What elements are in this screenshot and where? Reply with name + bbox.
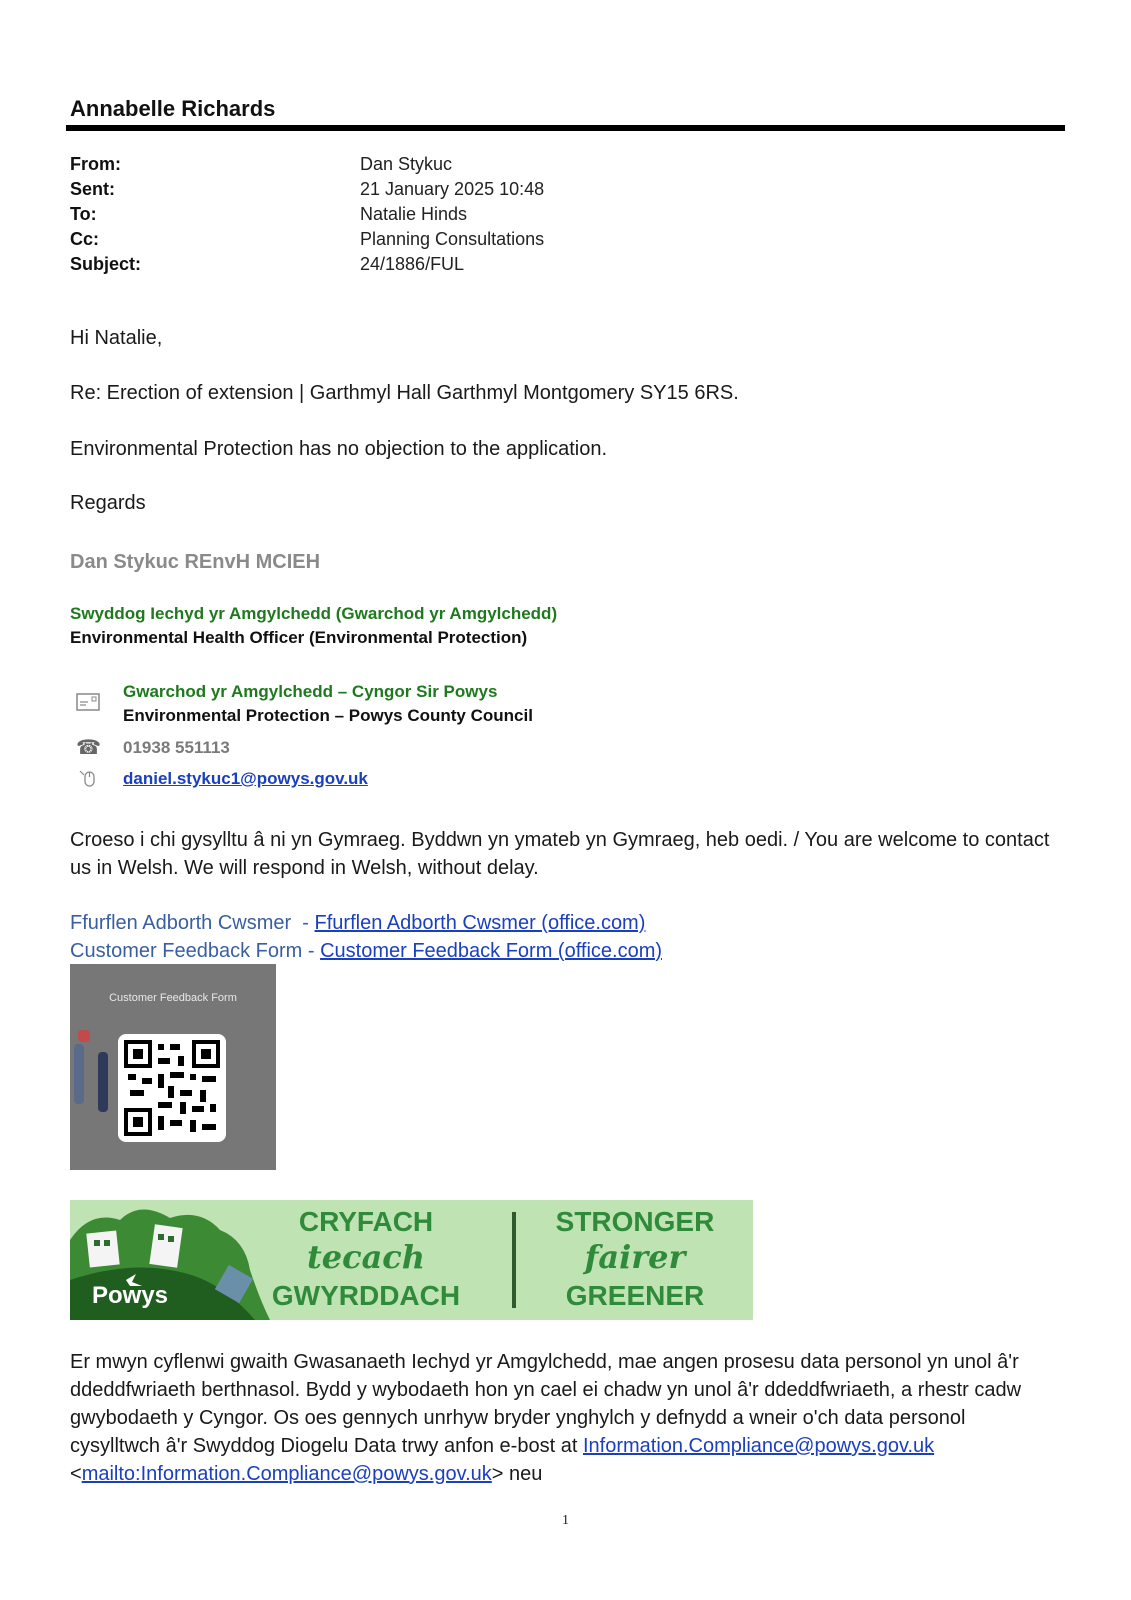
statement: Environmental Protection has no objection to the application. [70,438,608,460]
compliance-mailto-link[interactable]: mailto:Information.Compliance@powys.gov.uk [81,1463,492,1485]
banner-cy-2: tecach [306,1238,426,1276]
banner-en-1: STRONGER [555,1206,715,1237]
header-from [70,152,544,177]
department-welsh: Gwarchod yr Amgylchedd – Cyngor Sir Powys [123,682,498,701]
header-value: Natalie Hinds [360,204,468,224]
feedback-link-english[interactable]: Customer Feedback Form (office.com) [320,940,663,962]
feedback-label: Customer Feedback Form - [70,940,321,962]
angle-open: < [70,1463,82,1485]
powys-banner [70,1200,753,1320]
header-subject [70,252,544,277]
email-headers [70,152,544,277]
header-value: 21 January 2025 10:48 [360,179,545,199]
greeting: Hi Natalie, [70,327,163,349]
job-title-english: Environmental Health Officer (Environmental Protection) [70,628,528,647]
privacy-notice [70,1348,1060,1488]
qr-code [118,1034,226,1142]
email-link[interactable]: daniel.stykuc1@powys.gov.uk [123,769,368,788]
department-english: Environmental Protection – Powys County Council [123,706,533,725]
phone-number: 01938 551113 [123,738,230,757]
header-rule [66,125,1065,131]
banner-en-2: fairer [584,1238,686,1276]
closing: Regards [70,492,146,514]
header-value: 24/1886/FUL [360,254,465,274]
signature-name: Dan Stykuc REnvH MCIEH [70,551,321,573]
mouse-icon [76,768,100,790]
header-label: To: [70,204,97,224]
star-shape [78,1030,90,1042]
header-value: Planning Consultations [360,229,545,249]
header-value: Dan Stykuc [360,154,453,174]
header-to [70,202,544,227]
job-title-welsh: Swyddog Iechyd yr Amgylchedd (Gwarchod yr Amgylchedd) [70,604,558,623]
qr-title: Customer Feedback Form [109,992,237,1004]
header-label: Cc: [70,229,100,249]
banner-cy-3: GWYRDDACH [271,1280,461,1311]
feedback-qr-image[interactable] [70,964,276,1170]
person-figure [74,1044,84,1104]
privacy-text: Er mwyn cyflenwi gwaith Gwasanaeth Iechyd yr Amgylchedd, mae angen prosesu data personol yn unol â'r ddeddfwriaeth berthnasol. Bydd y wybodaeth hon yn cael ei chadw yn unol â'r ddeddfwriaeth, a rhestr cadw gwybodaeth y Cyngor. Os oes gennych unrhyw bryder ynghylch y defnydd a wneir o'ch data personol cysylltwch â'r Swyddog Diogelu Data trwy anfon e-bost at [70,1351,1022,1457]
banner-cy-1: CRYFACH [298,1206,434,1237]
envelope-icon [76,693,100,715]
header-cc [70,227,544,252]
document-owner: Annabelle Richards [70,96,276,121]
re-line: Re: Erection of extension | Garthmyl Hall Garthmyl Montgomery SY15 6RS. [70,382,739,404]
header-sent [70,177,544,202]
banner-divider [512,1212,516,1308]
compliance-email-link[interactable]: Information.Compliance@powys.gov.uk [582,1435,935,1457]
feedback-line-english [70,940,662,963]
feedback-label: Ffurflen Adborth Cwsmer - [70,912,315,934]
feedback-link-welsh[interactable]: Ffurflen Adborth Cwsmer (office.com) [314,912,646,934]
header-label: Sent: [70,179,115,199]
banner-en-3: GREENER [565,1280,705,1311]
welsh-language-note: Croeso i chi gysylltu â ni yn Gymraeg. Byddwn yn ymateb yn Gymraeg, heb oedi. / You are welcome to contact us in Welsh. We will respond in Welsh, without delay. [70,829,1050,879]
phone-icon: ☎ [76,737,101,759]
feedback-line-welsh [70,912,645,935]
person-figure [98,1052,108,1112]
header-label: Subject: [70,254,142,274]
powys-logo-text: Powys [92,1282,169,1309]
header-label: From: [70,154,121,174]
page-number: 1 [562,1513,569,1528]
privacy-tail: > neu [491,1463,543,1485]
